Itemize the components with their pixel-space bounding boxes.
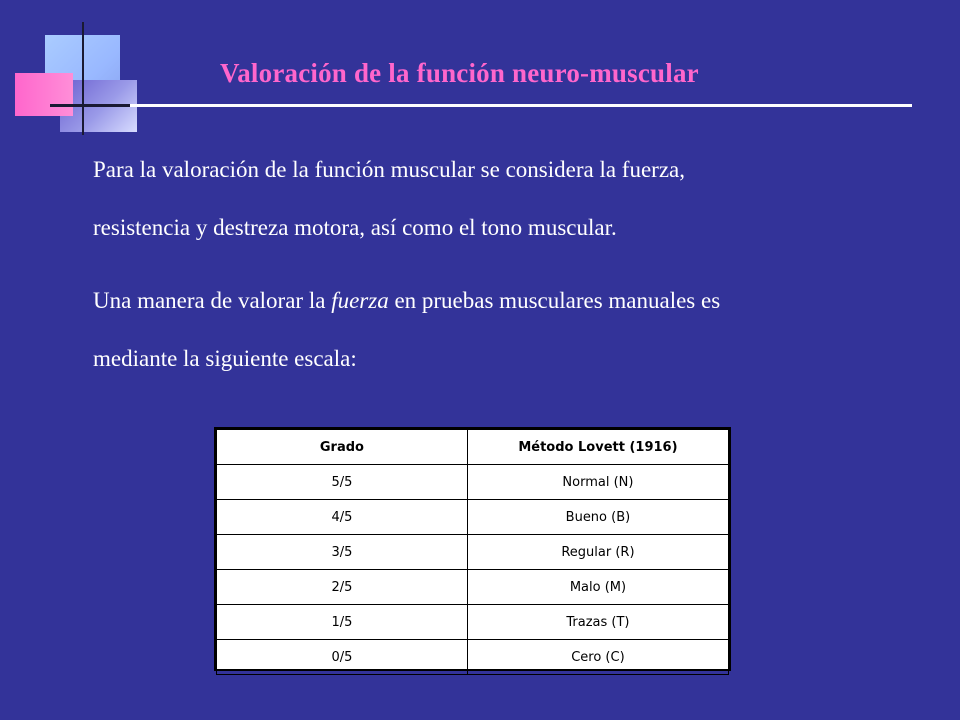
- cell-grado: 3/5: [217, 535, 468, 570]
- paragraph-1-line-1: Para la valoración de la función muscular se considera la fuerza,: [93, 157, 685, 182]
- slide-title: Valoración de la función neuro-muscular: [220, 58, 699, 88]
- cell-metodo: Bueno (B): [467, 500, 728, 535]
- header-grado: Grado: [217, 430, 468, 465]
- lovett-table: [216, 429, 729, 675]
- cell-metodo: Trazas (T): [467, 605, 728, 640]
- table-row: [217, 500, 729, 535]
- cell-metodo: Normal (N): [467, 465, 728, 500]
- cell-grado: 1/5: [217, 605, 468, 640]
- header-metodo: Método Lovett (1916): [467, 430, 728, 465]
- cell-grado: 0/5: [217, 640, 468, 675]
- decor-horizontal-line: [50, 104, 130, 107]
- cell-metodo: Cero (C): [467, 640, 728, 675]
- lovett-scale-table: [214, 427, 731, 671]
- table-row: [217, 570, 729, 605]
- cell-grado: 5/5: [217, 465, 468, 500]
- cell-grado: 4/5: [217, 500, 468, 535]
- decor-pink-square: [15, 73, 73, 116]
- cell-metodo: Regular (R): [467, 535, 728, 570]
- table-row: [217, 465, 729, 500]
- decor-vertical-line: [82, 22, 84, 135]
- table-header-row: [217, 430, 729, 465]
- table-row: [217, 605, 729, 640]
- paragraph-1-line-2: resistencia y destreza motora, así como el tono muscular.: [93, 215, 617, 240]
- emphasis-fuerza: fuerza: [331, 288, 389, 313]
- table-row: [217, 535, 729, 570]
- cell-grado: 2/5: [217, 570, 468, 605]
- paragraph-2-line-1: [93, 286, 923, 315]
- table-row: [217, 640, 729, 675]
- cell-metodo: Malo (M): [467, 570, 728, 605]
- paragraph-2-text-before: Una manera de valorar la: [93, 288, 332, 313]
- paragraph-2-line-2: mediante la siguiente escala:: [93, 346, 357, 371]
- paragraph-2-text-after: en pruebas musculares manuales es: [388, 288, 721, 313]
- title-underline: [50, 104, 912, 107]
